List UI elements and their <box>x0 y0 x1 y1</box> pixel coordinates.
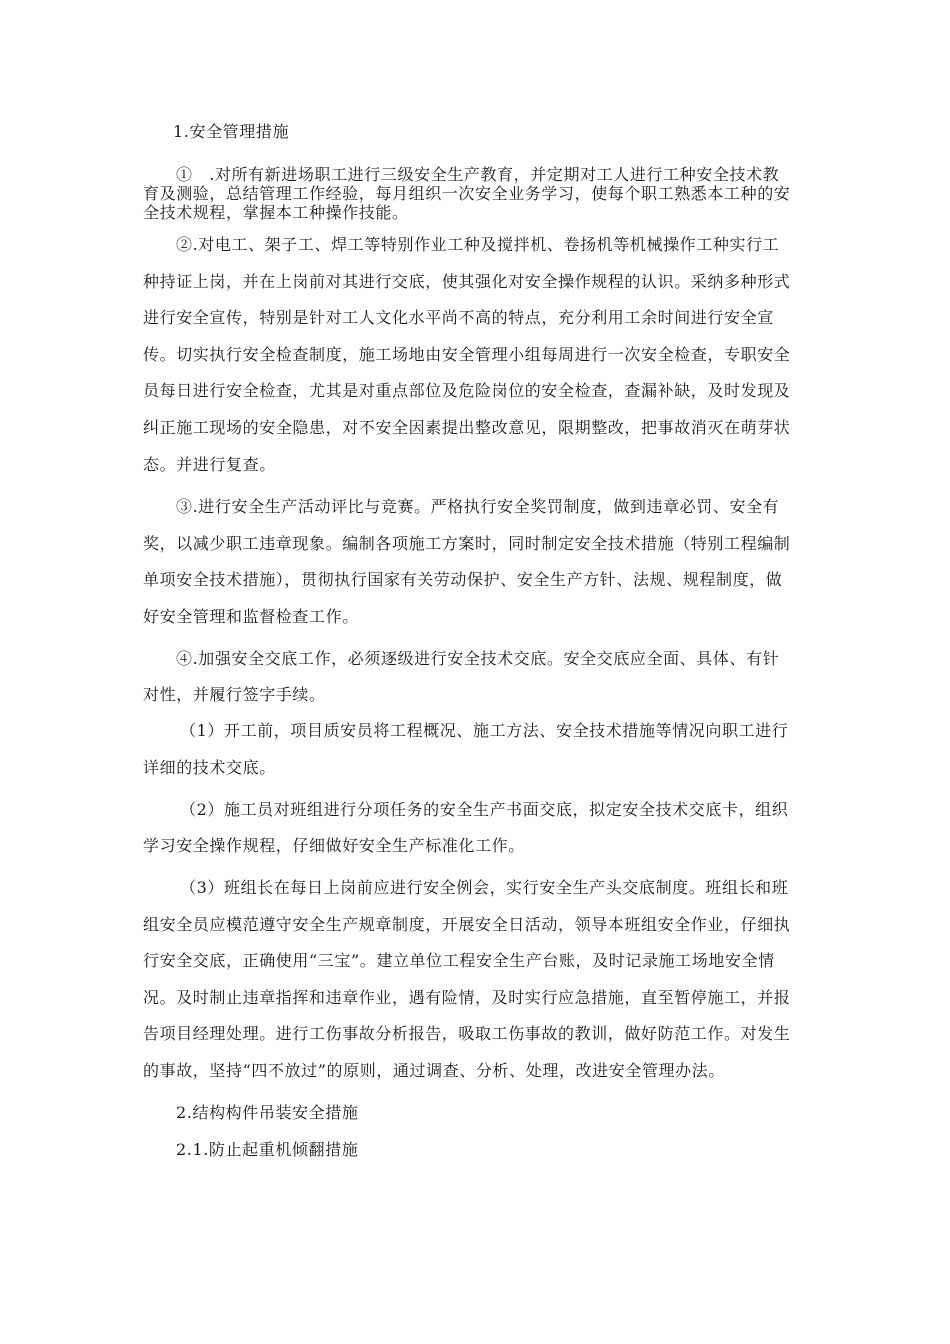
paragraph-3-line-1: ③.进行安全生产活动评比与竞赛。严格执行安全奖罚制度，做到违章必罚、安全有 <box>176 497 780 516</box>
paragraph-3-line-4: 好安全管理和监督检查工作。 <box>143 607 359 626</box>
paragraph-7-line-6: 的事故，坚持“四不放过”的原则，通过调查、分析、处理，改进安全管理办法。 <box>143 1061 725 1080</box>
section-heading-1: 1.安全管理措施 <box>173 122 290 141</box>
paragraph-6-line-2: 学习安全操作规程，仔细做好安全生产标准化工作。 <box>143 836 525 855</box>
paragraph-2-line-7: 态。并进行复查。 <box>143 455 276 474</box>
paragraph-2-line-5: 员每日进行安全检查，尤其是对重点部位及危险岗位的安全检查，查漏补缺，及时发现及 <box>143 381 791 400</box>
paragraph-5-line-2: 详细的技术交底。 <box>143 758 276 777</box>
paragraph-2-line-1: ②.对电工、架子工、焊工等特别作业工种及搅拌机、卷扬机等机械操作工种实行工 <box>176 235 780 254</box>
paragraph-7-line-2: 组安全员应模范遵守安全生产规章制度，开展安全日活动，领导本班组安全作业，仔细执 <box>143 915 791 934</box>
paragraph-3-line-2: 奖，以减少职工违章现象。编制各项施工方案时，同时制定安全技术措施（特别工程编制 <box>143 534 791 553</box>
paragraph-3-line-3: 单项安全技术措施），贯彻执行国家有关劳动保护、安全生产方针、法规、规程制度，做 <box>143 570 783 589</box>
paragraph-7-line-1: （3）班组长在每日上岗前应进行安全例会，实行安全生产头交底制度。班组长和班 <box>180 878 789 897</box>
paragraph-4-line-2: 对性，并履行签字手续。 <box>143 685 326 704</box>
paragraph-2-line-2: 种持证上岗，并在上岗前对其进行交底，使其强化对安全操作规程的认识。采纳多种形式 <box>143 272 791 291</box>
paragraph-6-line-1: （2）施工员对班组进行分项任务的安全生产书面交底，拟定安全技术交底卡，组织 <box>180 800 789 819</box>
paragraph-1-line-2: 育及测验，总结管理工作经验，每月组织一次安全业务学习，使每个职工熟悉本工种的安 <box>143 184 791 203</box>
paragraph-7-line-3: 行安全交底，正确使用“三宝”。建立单位工程安全生产台账，及时记录施工场地安全情 <box>143 951 775 970</box>
paragraph-7-line-5: 告项目经理处理。进行工伤事故分析报告，吸取工伤事故的教训，做好防范工作。对发生 <box>143 1024 791 1043</box>
paragraph-4-line-1: ④.加强安全交底工作，必须逐级进行安全技术交底。安全交底应全面、具体、有针 <box>176 649 780 668</box>
subsection-heading-2-1: 2.1.防止起重机倾翻措施 <box>176 1140 359 1159</box>
paragraph-5-line-1: （1）开工前，项目质安员将工程概况、施工方法、安全技术措施等情况向职工进行 <box>180 721 789 740</box>
paragraph-2-line-3: 进行安全宣传，特别是针对工人文化水平尚不高的特点，充分利用工余时间进行安全宣 <box>143 308 774 327</box>
section-heading-2: 2.结构构件吊装安全措施 <box>176 1103 359 1122</box>
paragraph-1-line-1: ① .对所有新进场职工进行三级安全生产教育，并定期对工人进行工种安全技术教 <box>176 165 780 184</box>
paragraph-1-line-3: 全技术规程，掌握本工种操作技能。 <box>143 203 409 222</box>
paragraph-2-line-4: 传。切实执行安全检查制度，施工场地由安全管理小组每周进行一次安全检查，专职安全 <box>143 345 791 364</box>
paragraph-7-line-4: 况。及时制止违章指挥和违章作业，遇有险情，及时实行应急措施，直至暂停施工，并报 <box>143 988 791 1007</box>
paragraph-2-line-6: 纠正施工现场的安全隐患，对不安全因素提出整改意见，限期整改，把事故消灭在萌芽状 <box>143 418 791 437</box>
